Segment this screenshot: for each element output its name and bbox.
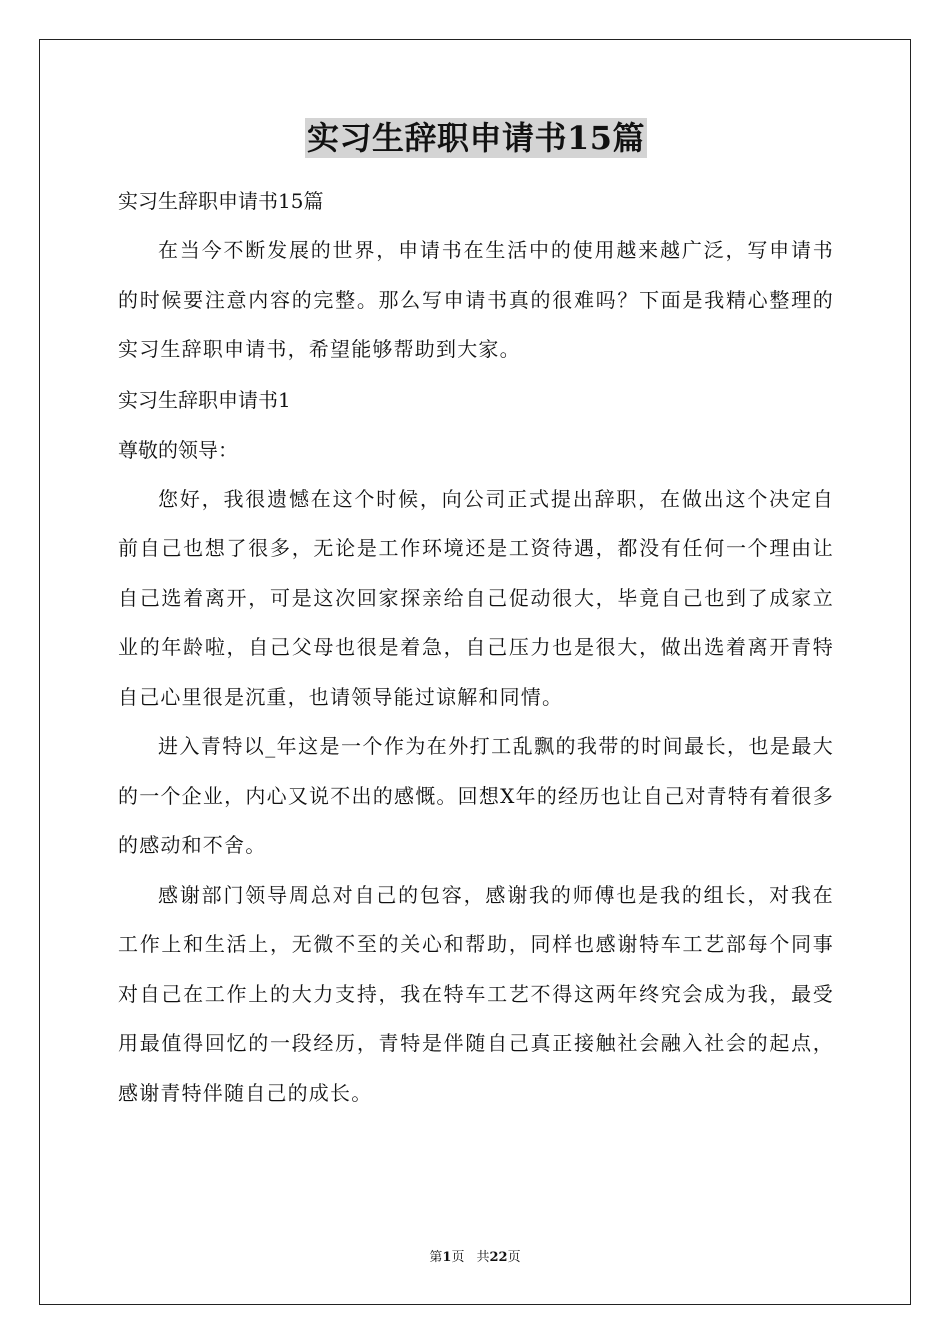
intro-paragraph: 在当今不断发展的世界，申请书在生活中的使用越来越广泛，写申请书的时候要注意内容的完整。那么写申请书真的很难吗？下面是我精心整理的实习生辞职申请书，希望能够帮助到大家。 (118, 238, 834, 361)
document-body (118, 118, 834, 1118)
body-paragraph-2: 进入青特以_年这是一个作为在外打工乱飘的我带的时间最长，也是最大的一个企业，内心又说不出的感慨。回想X年的经历也让自己对青特有着很多的感动和不舍。 (118, 734, 834, 857)
section-heading: 实习生辞职申请书1 (118, 387, 291, 412)
title-container (118, 118, 834, 176)
page-footer (0, 1246, 950, 1265)
total-pages: 22 (489, 1250, 508, 1265)
total-prefix: 共 (476, 1250, 490, 1265)
page-prefix: 第 (429, 1250, 443, 1265)
document-title: 实习生辞职申请书15篇 (306, 119, 646, 157)
page-number: 1 (442, 1250, 452, 1265)
salutation: 尊敬的领导： (118, 437, 238, 462)
page-suffix: 页 (451, 1250, 465, 1265)
document-subtitle: 实习生辞职申请书15篇 (118, 189, 324, 213)
body-paragraph-3: 感谢部门领导周总对自己的包容，感谢我的师傅也是我的组长，对我在工作上和生活上，无微不至的关心和帮助，同样也感谢特车工艺部每个同事对自己在工作上的大力支持，我在特车工艺不得这两年终究会成为我，最受用最值得回忆的一段经历，青特是伴随自己真正接触社会融入社会的起点，感谢青特伴随自己的成长。 (118, 882, 834, 1105)
total-suffix: 页 (507, 1250, 521, 1265)
body-paragraph-1: 您好，我很遗憾在这个时候，向公司正式提出辞职，在做出这个决定自前自己也想了很多，无论是工作环境还是工资待遇，都没有任何一个理由让自己选着离开，可是这次回家探亲给自己促动很大，毕竟自己也到了成家立业的年龄啦，自己父母也很是着急，自己压力也是很大，做出选着离开青特自己心里很是沉重，也请领导能过谅解和同情。 (118, 486, 834, 709)
